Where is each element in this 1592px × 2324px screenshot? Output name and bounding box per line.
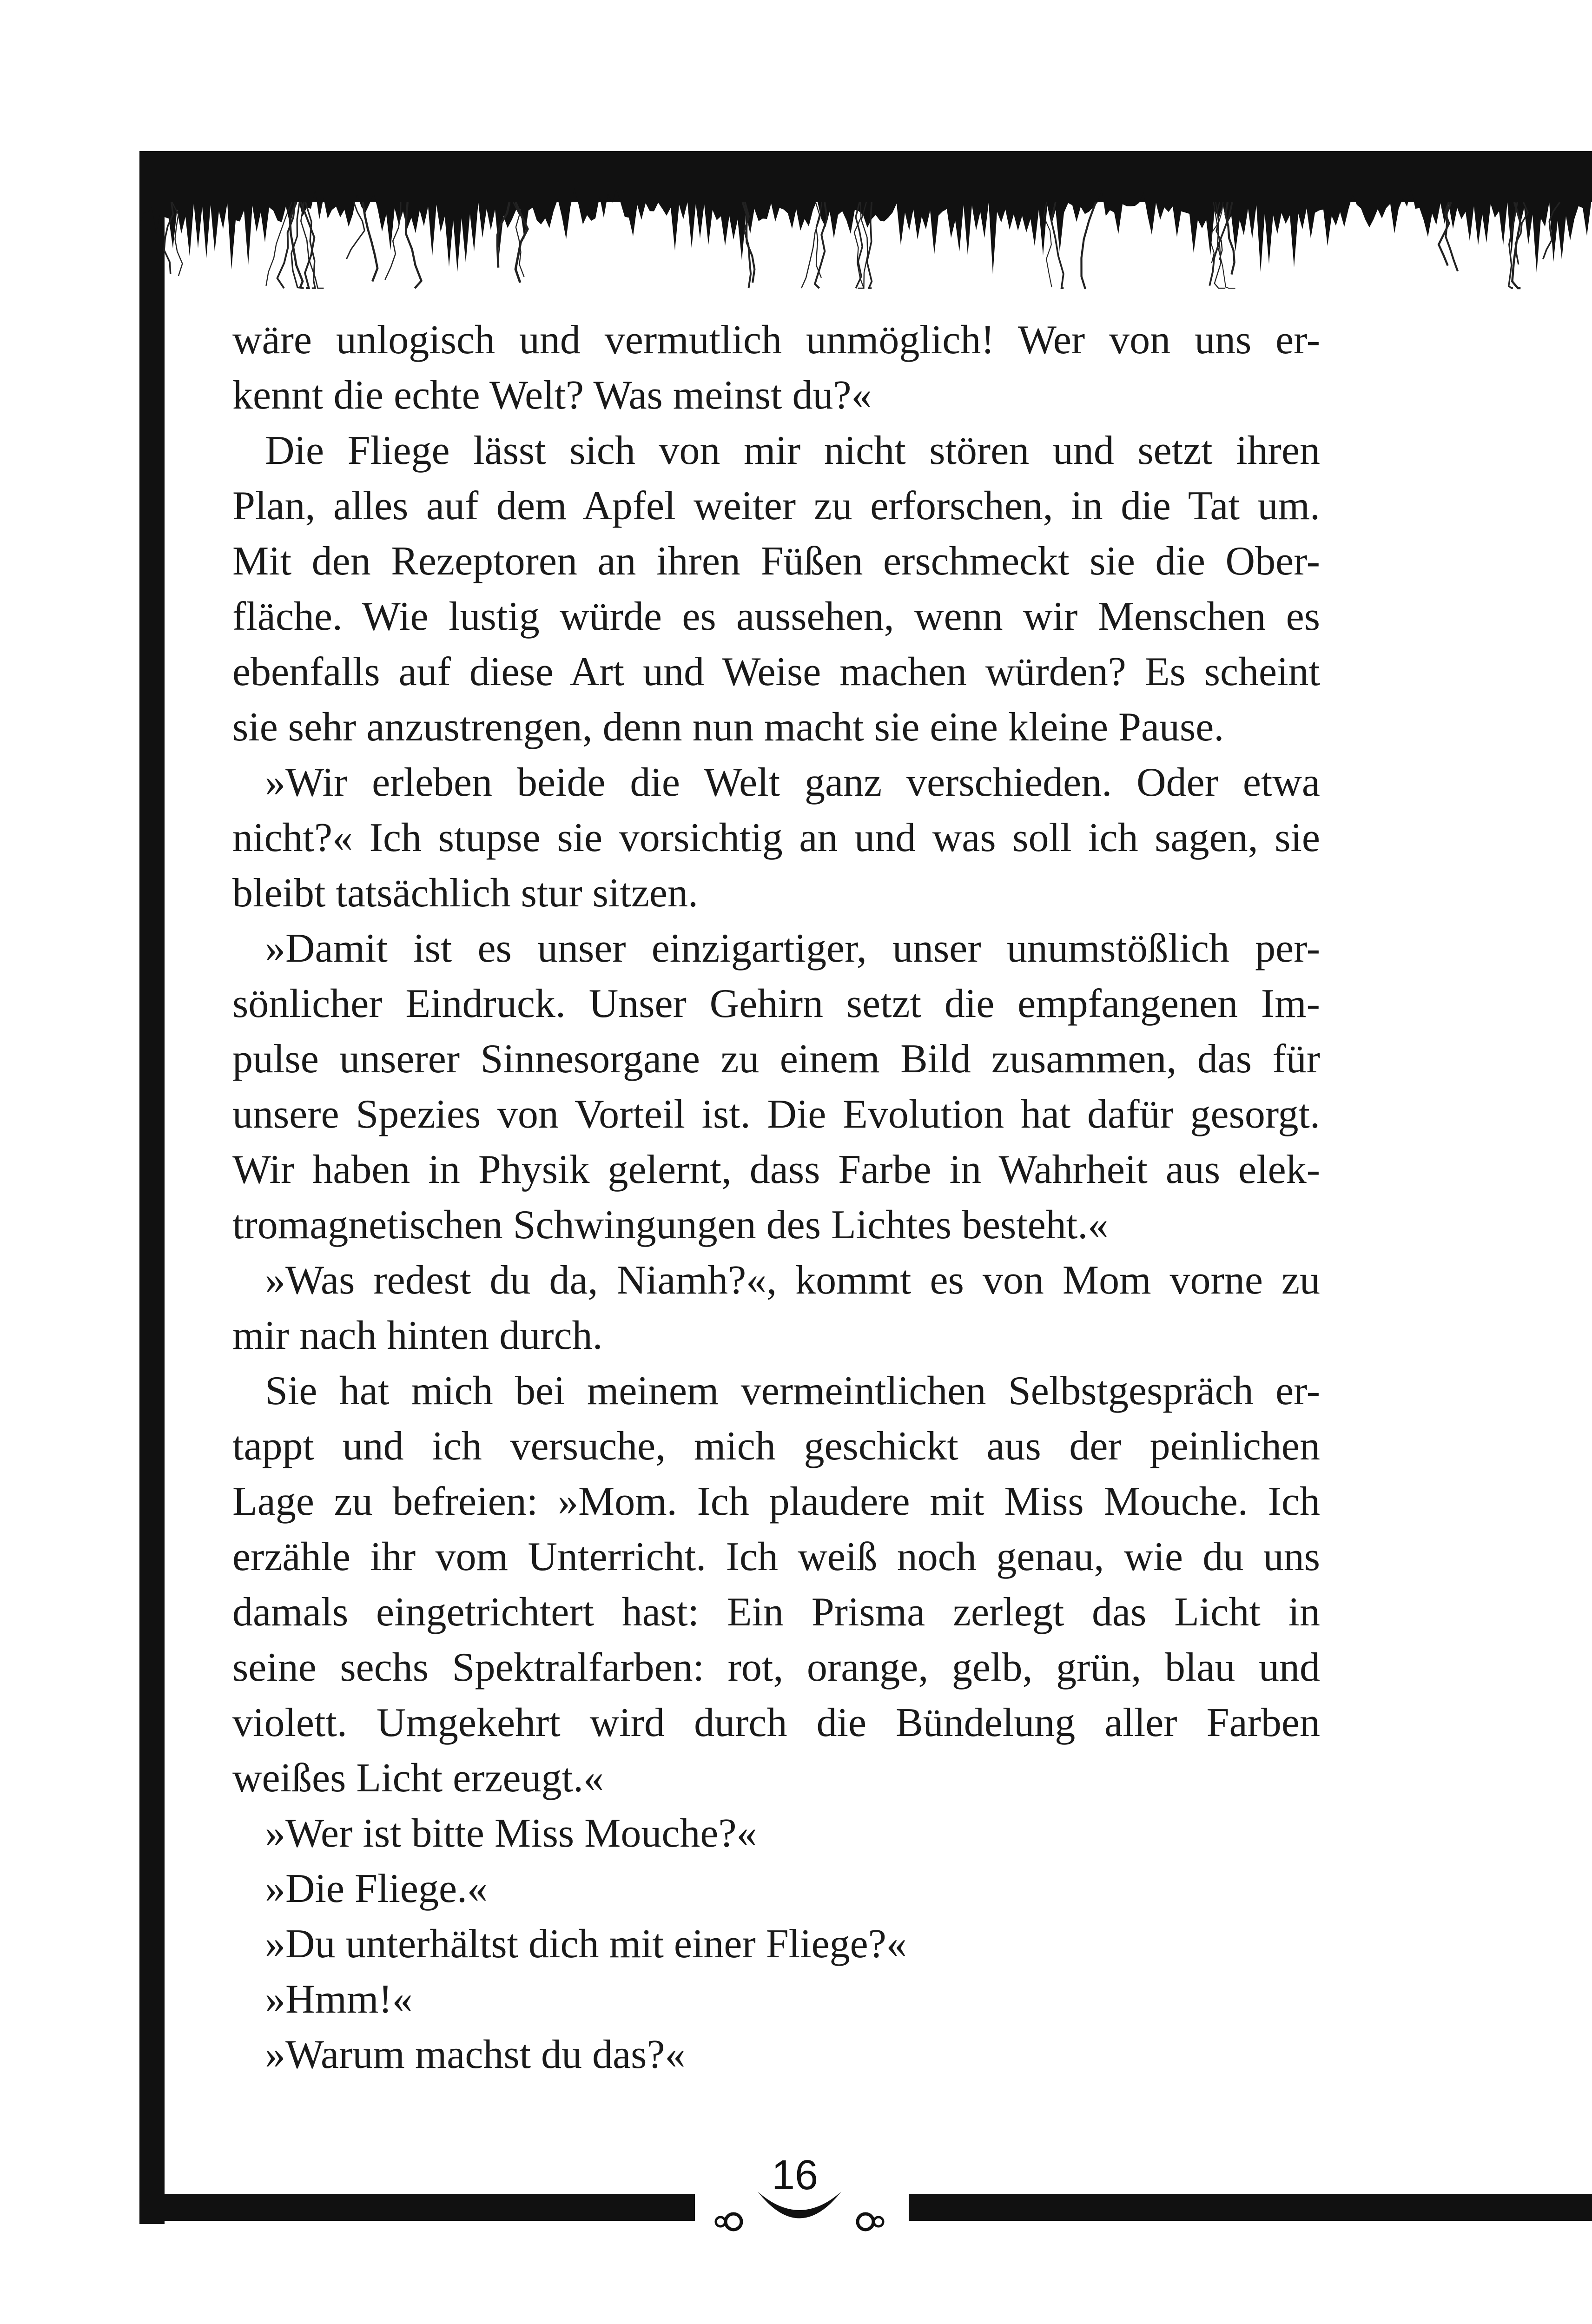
text-line: Plan, alles auf dem Apfel weiter zu erforschen, in die Tat um.: [232, 483, 1320, 528]
text-line: tappt und ich versuche, mich geschickt aus der peinlichen: [232, 1424, 1320, 1469]
forest-silhouette-header: [139, 151, 1592, 290]
text-line: Sie hat mich bei meinem vermeintlichen Selbstgespräch er-: [265, 1368, 1320, 1413]
text-line: ebenfalls auf diese Art und Weise machen würden? Es scheint: [232, 649, 1320, 694]
text-line: erzähle ihr vom Unterricht. Ich weiß noch genau, wie du uns: [232, 1534, 1320, 1579]
text-line: nicht?« Ich stupse sie vorsichtig an und was soll ich sagen, sie: [232, 815, 1320, 860]
text-line: »Wer ist bitte Miss Mouche?«: [265, 1811, 757, 1856]
text-line: »Wir erleben beide die Welt ganz verschieden. Oder etwa: [265, 760, 1320, 805]
text-line: seine sechs Spektralfarben: rot, orange, gelb, grün, blau und: [232, 1645, 1320, 1690]
text-line: »Hmm!«: [265, 1977, 413, 2022]
text-line: bleibt tatsächlich stur sitzen.: [232, 871, 698, 916]
body-text: [232, 312, 1320, 2082]
text-line: Lage zu befreien: »Mom. Ich plaudere mit Miss Mouche. Ich: [232, 1479, 1320, 1524]
text-line: pulse unserer Sinnesorgane zu einem Bild zusammen, das für: [232, 1037, 1320, 1082]
text-line: damals eingetrichtert hast: Ein Prisma zerlegt das Licht in: [232, 1590, 1320, 1635]
text-line: »Damit ist es unser einzigartiger, unser unumstößlich per-: [265, 926, 1320, 971]
text-line: fläche. Wie lustig würde es aussehen, wenn wir Menschen es: [232, 594, 1320, 639]
text-line: »Was redest du da, Niamh?«, kommt es von Mom vorne zu: [265, 1258, 1320, 1303]
text-line: Die Fliege lässt sich von mir nicht stören und setzt ihren: [265, 428, 1320, 473]
page-left-border: [139, 151, 165, 2224]
text-line: weißes Licht erzeugt.«: [232, 1756, 604, 1801]
text-line: Mit den Rezeptoren an ihren Füßen erschmeckt sie die Ober-: [232, 539, 1320, 584]
text-line: mir nach hinten durch.: [232, 1313, 603, 1358]
text-line: »Die Fliege.«: [265, 1866, 488, 1911]
text-line: sönlicher Eindruck. Unser Gehirn setzt die empfangenen Im-: [232, 981, 1320, 1026]
text-line: unsere Spezies von Vorteil ist. Die Evolution hat dafür gesorgt.: [232, 1092, 1320, 1137]
footer-rule-left: [139, 2194, 695, 2221]
text-line: kennt die echte Welt? Was meinst du?«: [232, 373, 872, 418]
text-line: wäre unlogisch und vermutlich unmöglich! Wer von uns er-: [232, 317, 1320, 363]
tree-canopy-icon: [139, 151, 1592, 290]
footer-rule-right: [909, 2194, 1592, 2221]
page-number: 16: [771, 2152, 819, 2199]
text-line: »Du unterhältst dich mit einer Fliege?«: [265, 1921, 907, 1967]
text-line: tromagnetischen Schwingungen des Lichtes besteht.«: [232, 1202, 1109, 1248]
text-line: »Warum machst du das?«: [265, 2032, 686, 2077]
text-line: Wir haben in Physik gelernt, dass Farbe in Wahrheit aus elek-: [232, 1147, 1320, 1192]
text-line: sie sehr anzustrengen, denn nun macht sie eine kleine Pause.: [232, 705, 1224, 750]
text-line: violett. Umgekehrt wird durch die Bündelung aller Farben: [232, 1700, 1320, 1745]
